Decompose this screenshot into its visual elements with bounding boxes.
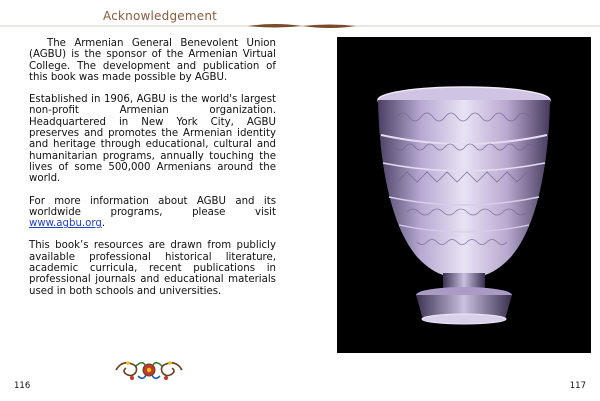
- more-info-end: .: [101, 218, 106, 230]
- artifact-photo: [337, 37, 591, 353]
- header-divider: [0, 21, 600, 31]
- acknowledgement-text: [29, 38, 276, 308]
- more-info-text: For more information about AGBU and its worldwide programs, please visit: [29, 195, 276, 218]
- paragraph-resources: This book’s resources are drawn from publicly available professional historical literature, academic curricula, recent publications in professional journals and educational materials used in both schools and universities.: [29, 240, 276, 297]
- decorative-ornament-icon: [112, 356, 186, 384]
- agbu-website-link[interactable]: www.agbu.org: [29, 218, 102, 230]
- glass-goblet-image: [337, 37, 591, 353]
- page-number-left: 116: [14, 381, 31, 391]
- paragraph-history: Established in 1906, AGBU is the world's largest non-profit Armenian organization. Headquartered in New York City, AGBU preserves and promotes the Armenian identity and heritage through educational, cultural and humanitarian programs, annually touching the lives of some 500,000 Armenians around the world.: [29, 94, 276, 185]
- page-number-right: 117: [569, 381, 586, 391]
- section-title: Acknowledgement: [103, 9, 218, 23]
- paragraph-more-info: [29, 196, 276, 230]
- paragraph-sponsor: The Armenian General Benevolent Union (AGBU) is the sponsor of the Armenian Virtual College. The development and publication of this book was made possible by AGBU.: [29, 38, 276, 83]
- divider-flourish-icon: [248, 24, 356, 28]
